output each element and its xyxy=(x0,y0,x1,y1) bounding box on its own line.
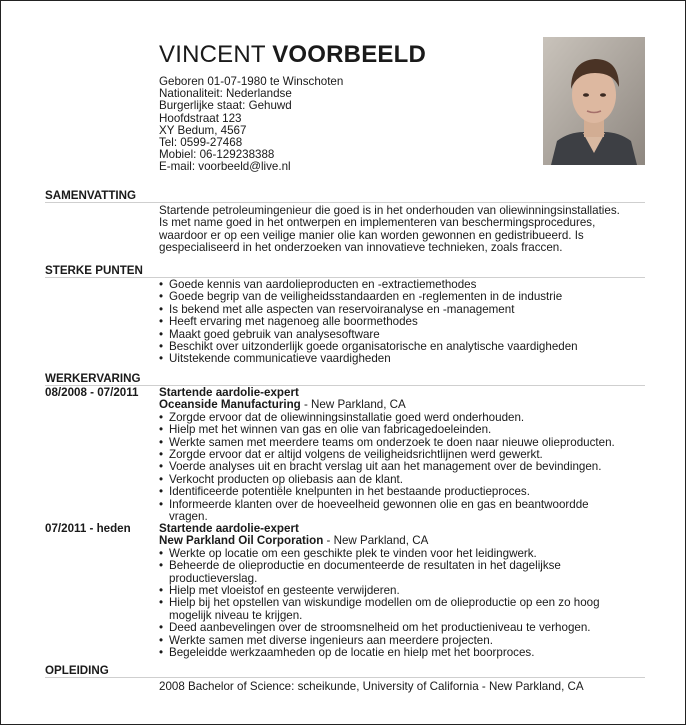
summary-line: gespecialiseerd in het onderzoeken van innovatieve technieken, zoals fraccen. xyxy=(159,241,563,255)
job-2 xyxy=(159,523,645,659)
list-item-line: Zorgde ervoor dat de oliewinningsinstallatie goed werd onderhouden. xyxy=(169,410,525,424)
bullet-mark: • xyxy=(159,278,164,291)
contact-line: E-mail: voorbeeld@live.nl xyxy=(159,160,291,174)
job-1-company: Oceanside Manufacturing xyxy=(159,398,301,412)
list-item-text xyxy=(169,597,600,622)
bullet-mark: • xyxy=(159,646,164,660)
bullet-mark: • xyxy=(159,621,164,635)
bullet-mark: • xyxy=(159,352,164,366)
contact-line: XY Bedum, 4567 xyxy=(159,123,247,137)
job-2-dates: 07/2011 - heden xyxy=(45,522,131,535)
list-item-text xyxy=(169,353,391,365)
bullet-mark: • xyxy=(159,290,164,304)
job-2-company-line xyxy=(159,535,645,547)
strengths-list xyxy=(159,279,645,366)
list-item-line: Heeft ervaring met nagenoeg alle boormethodes xyxy=(169,315,418,329)
bullet-mark: • xyxy=(159,596,164,610)
list-item xyxy=(159,424,645,436)
strengths-heading: STERKE PUNTEN xyxy=(45,264,143,277)
profile-photo xyxy=(543,37,645,165)
list-item-line: Hielp met vloeistof en gesteente verwijderen. xyxy=(169,584,400,598)
job-2-title: Startende aardolie-expert xyxy=(159,522,299,535)
list-item-line: Uitstekende communicatieve vaardigheden xyxy=(169,352,391,366)
first-name: VINCENT xyxy=(159,41,266,68)
summary-text xyxy=(159,205,645,255)
bullet-mark: • xyxy=(159,423,164,437)
bullet-mark: • xyxy=(159,485,164,499)
list-item xyxy=(159,291,645,303)
contact-line: Burgerlijke staat: Gehuwd xyxy=(159,99,292,113)
list-item-line: Beheerde de olieproductie en documenteerde de resultaten in het dagelijkse xyxy=(169,559,561,573)
list-item-line: productieverslag. xyxy=(169,571,258,585)
portrait-image xyxy=(543,37,645,165)
list-item xyxy=(159,353,645,365)
contact-line: Hoofdstraat 123 xyxy=(159,111,242,125)
list-item xyxy=(159,560,645,585)
list-item-text xyxy=(169,560,561,585)
summary-line: Startende petroleumingenieur die goed is in het onderhouden van oliewinningsinstallaties. xyxy=(159,204,620,217)
list-item xyxy=(159,647,645,659)
contact-details xyxy=(159,76,343,174)
bullet-mark: • xyxy=(159,302,164,316)
list-item-line: Werkte samen met meerdere teams om onderzoek te doen naar nieuwe olieproducten. xyxy=(169,435,615,449)
list-item-line: Is bekend met alle aspecten van reservoiranalyse en -management xyxy=(169,302,515,316)
contact-line: Nationaliteit: Nederlandse xyxy=(159,87,292,101)
list-item-line: Hielp met het winnen van gas en olie van fabricagedoeleinden. xyxy=(169,423,492,437)
list-item-text xyxy=(169,499,589,524)
list-item-line: Deed aanbevelingen over de stroomsnelheid om het productieniveau te verhogen. xyxy=(169,621,591,635)
list-item-text xyxy=(169,647,534,659)
list-item-line: Werkte samen met diverse ingenieurs aan meerdere projecten. xyxy=(169,633,493,647)
education-heading: OPLEIDING xyxy=(45,664,109,677)
list-item-line: Hielp bij het opstellen van wiskundige modellen om de olieproductie op een zo hoog xyxy=(169,596,600,610)
job-2-location: - New Parkland, CA xyxy=(323,534,429,548)
job-2-company: New Parkland Oil Corporation xyxy=(159,534,324,548)
bullet-mark: • xyxy=(159,497,164,511)
list-item-line: Identificeerde potentiële knelpunten in het bestaande productieproces. xyxy=(169,485,530,499)
job-1-dates: 08/2008 - 07/2011 xyxy=(45,386,139,399)
list-item-text xyxy=(169,486,530,498)
experience-heading: WERKERVARING xyxy=(45,372,141,385)
summary-line: Is met name goed in het ontwerpen en implementeren van beschermingsprocedures, xyxy=(159,216,596,230)
list-item-text xyxy=(169,461,601,473)
bullet-mark: • xyxy=(159,472,164,486)
list-item-line: vragen. xyxy=(169,510,208,524)
list-item-line: Beschikt over uitzonderlijk goede organisatorische en analytische vaardigheden xyxy=(169,340,578,354)
last-name: VOORBEELD xyxy=(272,41,427,68)
list-item xyxy=(159,499,645,524)
list-item-text xyxy=(169,622,591,634)
summary-divider xyxy=(45,202,645,203)
bullet-mark: • xyxy=(159,584,164,598)
bullet-mark: • xyxy=(159,448,164,462)
contact-line: Geboren 01-07-1980 te Winschoten xyxy=(159,75,344,88)
job-1-company-line xyxy=(159,399,645,411)
list-item-text xyxy=(169,424,491,436)
job-1-location: - New Parkland, CA xyxy=(300,398,406,412)
bullet-mark: • xyxy=(159,633,164,647)
list-item-line: Voerde analyses uit en bracht verslag uit aan het management over de bevindingen. xyxy=(169,460,602,474)
list-item-text xyxy=(169,316,418,328)
list-item-line: Maakt goed gebruik van analysesoftware xyxy=(169,327,380,341)
education-entry: 2008 Bachelor of Science: scheikunde, University of California - New Parkland, CA xyxy=(159,680,584,693)
bullet-mark: • xyxy=(159,546,164,560)
list-item xyxy=(159,622,645,634)
list-item-text xyxy=(169,291,562,303)
bullet-mark: • xyxy=(159,460,164,474)
candidate-name xyxy=(159,41,426,69)
bullet-mark: • xyxy=(159,435,164,449)
summary-line: waardoor er op een veilige manier olie kan worden gewonnen en gedistribueerd. Is xyxy=(159,228,584,242)
job-2-duties xyxy=(159,548,645,660)
list-item-line: mogelijk niveau te krijgen. xyxy=(169,608,303,622)
contact-line: Tel: 0599-27468 xyxy=(159,135,243,149)
education-divider xyxy=(45,677,645,678)
bullet-mark: • xyxy=(159,327,164,341)
job-1 xyxy=(159,387,645,523)
job-1-duties xyxy=(159,412,645,524)
job-1-title: Startende aardolie-expert xyxy=(159,386,299,399)
list-item-line: Zorgde ervoor dat er altijd volgens de veiligheidsrichtlijnen werd gewerkt. xyxy=(169,448,543,462)
bullet-mark: • xyxy=(159,559,164,573)
list-item-line: Goede kennis van aardolieproducten en -extractiemethodes xyxy=(169,278,477,291)
list-item xyxy=(159,597,645,622)
bullet-mark: • xyxy=(159,410,164,424)
summary-heading: SAMENVATTING xyxy=(45,189,137,202)
list-item-line: Informeerde klanten over de hoeveelheid gewonnen olie en gas en beantwoordde xyxy=(169,497,589,511)
list-item xyxy=(159,316,645,328)
list-item-line: Verkocht producten op oliebasis aan de klant. xyxy=(169,472,403,486)
bullet-mark: • xyxy=(159,340,164,354)
list-item xyxy=(159,486,645,498)
bullet-mark: • xyxy=(159,315,164,329)
list-item-line: Werkte op locatie om een geschikte plek te vinden voor het leidingwerk. xyxy=(169,546,537,560)
contact-line: Mobiel: 06-129238388 xyxy=(159,148,275,162)
list-item-line: Goede begrip van de veiligheidsstandaarden en -reglementen in de industrie xyxy=(169,290,563,304)
list-item xyxy=(159,461,645,473)
list-item-line: Begeleidde werkzaamheden op de locatie en hielp met het boorproces. xyxy=(169,646,535,660)
